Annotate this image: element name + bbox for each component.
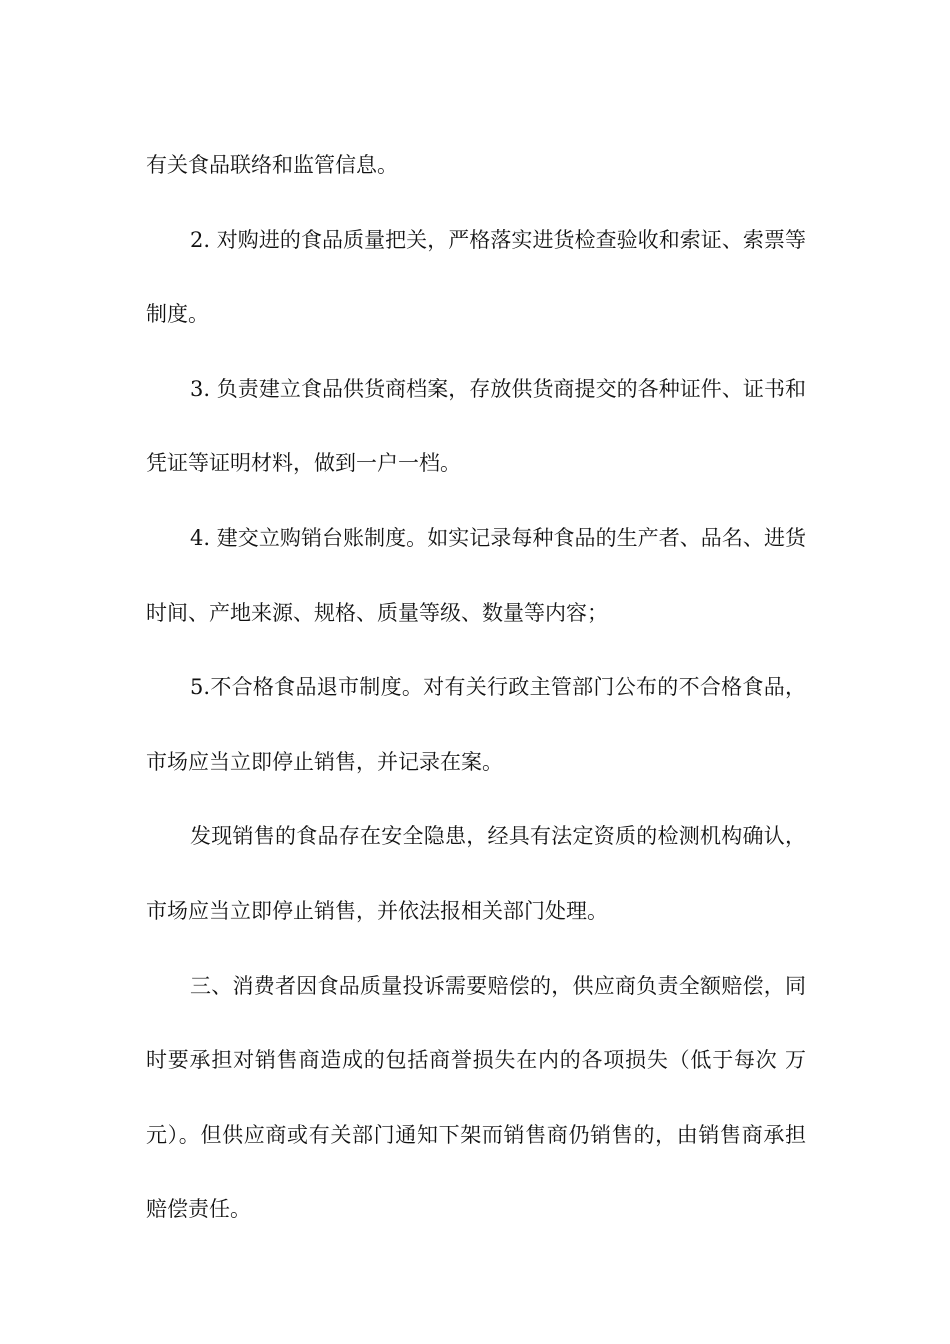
paragraph-contact-info: 有关食品联络和监管信息。 <box>146 153 398 177</box>
paragraph-safety-hazard: 发现销售的食品存在安全隐患，经具有法定资质的检测机构确认，市场应当立即停止销售，并依法报相关部门处理。 <box>146 824 806 923</box>
paragraph-item-3: 3. 负责建立食品供货商档案，存放供货商提交的各种证件、证书和凭证等证明材料，做到一户一档。 <box>146 376 806 476</box>
paragraph-item-5: 5.不合格食品退市制度。对有关行政主管部门公布的不合格食品，市场应当立即停止销售，并记录在案。 <box>146 675 806 774</box>
paragraph-item-4: 4. 建交立购销台账制度。如实记录每种食品的生产者、品名、进货时间、产地来源、规格、质量等级、数量等内容； <box>146 525 806 625</box>
paragraph-item-2: 2. 对购进的食品质量把关，严格落实进货检查验收和索证、索票等制度。 <box>146 227 806 327</box>
document-body <box>146 128 806 1247</box>
paragraph-section-three: 三、消费者因食品质量投诉需要赔偿的，供应商负责全额赔偿，同时要承担对销售商造成的包括商誉损失在内的各项损失（低于每次 万元）。但供应商或有关部门通知下架而销售商仍销售的，由销售商承担赔偿责任。 <box>146 973 806 1222</box>
